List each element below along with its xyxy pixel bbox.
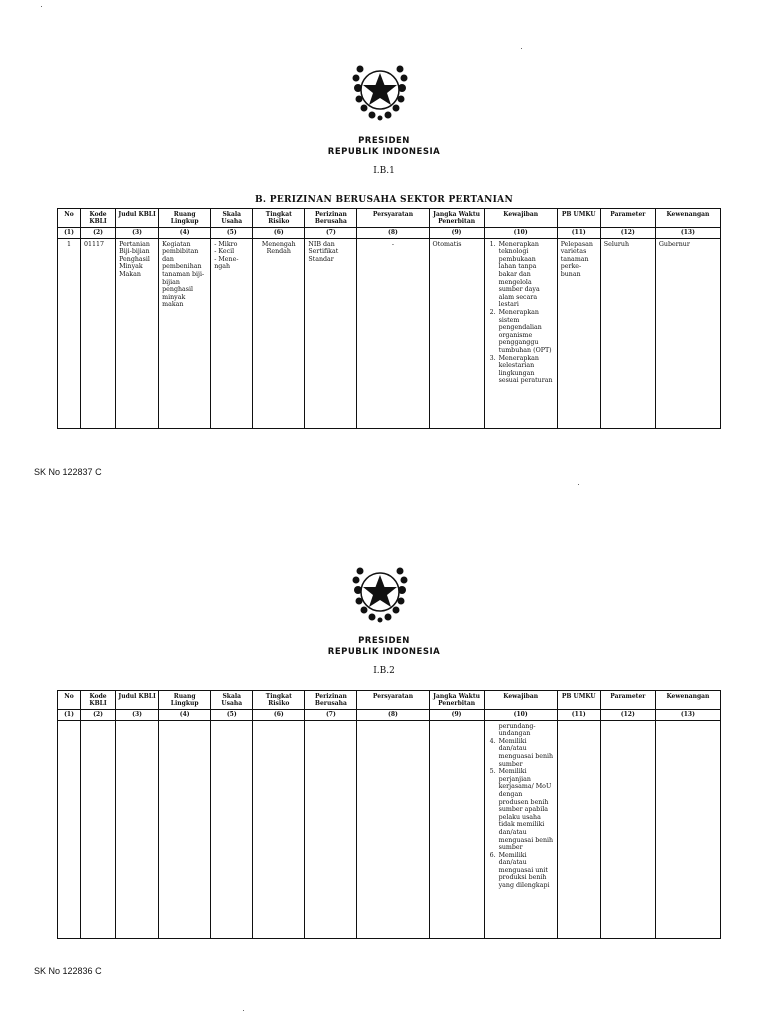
col-number: (3) — [116, 228, 159, 239]
col-number: (1) — [58, 710, 81, 721]
col-number: (11) — [557, 710, 600, 721]
garuda-emblem-icon — [348, 560, 412, 624]
cell-empty — [211, 720, 253, 938]
cell-empty — [655, 720, 720, 938]
cell-persyaratan: - — [357, 238, 429, 428]
cell-kewajiban — [484, 238, 557, 428]
col-number: (6) — [253, 710, 305, 721]
cell-empty — [81, 720, 116, 938]
col-number: (4) — [159, 710, 211, 721]
col-header: Perizinan Berusaha — [305, 209, 357, 228]
col-header: Judul KBLI — [116, 691, 159, 710]
list-item: 6. Memiliki dan/atau menguasai unit produksi benih yang dilengkapi — [498, 852, 554, 890]
col-header: Persyaratan — [357, 209, 429, 228]
sk-number — [34, 966, 102, 976]
col-number: (1) — [58, 228, 81, 239]
scan-speck — [521, 48, 522, 49]
col-header: Ruang Lingkup — [159, 209, 211, 228]
cell-empty — [253, 720, 305, 938]
col-header: Jangka Waktu Penerbitan — [429, 209, 484, 228]
cell-empty — [305, 720, 357, 938]
col-number: (7) — [305, 710, 357, 721]
cell-empty — [357, 720, 429, 938]
col-header: Persyaratan — [357, 691, 429, 710]
header-presiden: PRESIDEN — [358, 636, 410, 646]
col-header: No — [58, 691, 81, 710]
column-number-row — [58, 710, 721, 721]
col-number: (8) — [357, 228, 429, 239]
cell-empty — [159, 720, 211, 938]
col-header: Kode KBLI — [81, 209, 116, 228]
col-header: No — [58, 209, 81, 228]
col-number: (9) — [429, 710, 484, 721]
col-number: (5) — [211, 228, 253, 239]
sk-value: 122836 C — [62, 966, 102, 976]
cell-no: 1 — [58, 238, 81, 428]
col-header: Skala Usaha — [211, 691, 253, 710]
cell-pb-umku: Pelepasan varietas tanaman perke-bunan — [557, 238, 600, 428]
sk-value: 122837 C — [62, 467, 102, 477]
permit-table — [57, 208, 721, 429]
cell-ruang-lingkup: Kegiatan pembibitan dan pembenihan tanaman biji-bijian penghasil minyak makan — [159, 238, 211, 428]
col-header: Tingkat Risiko — [253, 209, 305, 228]
col-header: Parameter — [600, 691, 655, 710]
scan-speck — [243, 1010, 244, 1011]
cell-perizinan: NIB dan Sertifikat Standar — [305, 238, 357, 428]
garuda-emblem-icon — [348, 58, 412, 122]
cell-empty — [116, 720, 159, 938]
scan-speck — [41, 6, 42, 7]
letterhead — [0, 636, 768, 676]
col-header: PB UMKU — [557, 691, 600, 710]
cell-empty — [58, 720, 81, 938]
cell-empty — [600, 720, 655, 938]
col-number: (12) — [600, 710, 655, 721]
page-code: I.B.1 — [373, 166, 395, 176]
col-header: Kode KBLI — [81, 691, 116, 710]
cell-kewenangan: Gubernur — [655, 238, 720, 428]
col-header: Judul KBLI — [116, 209, 159, 228]
list-item: 5. Memiliki perjanjian kerjasama/ MoU dengan produsen benih sumber apabila pelaku usaha tidak memiliki dan/atau menguasai benih sumber — [498, 768, 554, 852]
col-number: (6) — [253, 228, 305, 239]
col-header: Kewajiban — [484, 209, 557, 228]
table-row — [58, 720, 721, 938]
column-number-row — [58, 228, 721, 239]
col-number: (8) — [357, 710, 429, 721]
cell-kode-kbli: 01117 — [81, 238, 116, 428]
cell-tingkat-risiko: Menengah Rendah — [253, 238, 305, 428]
cell-skala-usaha — [211, 238, 253, 428]
header-presiden: PRESIDEN — [358, 136, 410, 146]
list-item: 2. Menerapkan sistem pengendalian organisme pengganggu tumbuhan (OPT) — [498, 309, 554, 355]
kewajiban-continued: perundang-undangan — [498, 722, 536, 738]
table-header-row — [58, 209, 721, 228]
col-number: (7) — [305, 228, 357, 239]
header-republik: REPUBLIK INDONESIA — [327, 147, 441, 157]
col-number: (5) — [211, 710, 253, 721]
cell-empty — [557, 720, 600, 938]
letterhead — [0, 136, 768, 176]
col-header: Parameter — [600, 209, 655, 228]
col-number: (2) — [81, 710, 116, 721]
table-header-row — [58, 691, 721, 710]
section-title: B. PERIZINAN BERUSAHA SEKTOR PERTANIAN — [255, 195, 513, 205]
col-number: (3) — [116, 710, 159, 721]
col-number: (9) — [429, 228, 484, 239]
col-number: (12) — [600, 228, 655, 239]
list-item: - Mikro — [214, 241, 249, 249]
scan-speck — [578, 484, 579, 485]
permit-table-continued — [57, 690, 721, 939]
col-header: Kewenangan — [655, 209, 720, 228]
col-header: Kewajiban — [484, 691, 557, 710]
col-number: (2) — [81, 228, 116, 239]
header-republik: REPUBLIK INDONESIA — [327, 647, 441, 657]
list-item: 1. Menerapkan teknologi pembukaan lahan tanpa bakar dan mengelola sumber daya alam secara lestari — [498, 241, 554, 309]
col-header: Perizinan Berusaha — [305, 691, 357, 710]
cell-kewajiban — [484, 720, 557, 938]
list-item: - Mene-ngah — [214, 256, 249, 271]
cell-empty — [429, 720, 484, 938]
col-header: Kewenangan — [655, 691, 720, 710]
cell-parameter: Seluruh — [600, 238, 655, 428]
sk-label: SK No — [34, 467, 61, 477]
sk-number — [34, 467, 102, 477]
col-header: Tingkat Risiko — [253, 691, 305, 710]
col-number: (10) — [484, 710, 557, 721]
page-code: I.B.2 — [373, 666, 395, 676]
cell-judul-kbli: Pertanian Biji-bijian Penghasil Minyak Makan — [116, 238, 159, 428]
col-number: (11) — [557, 228, 600, 239]
list-item: - Kecil — [214, 248, 249, 256]
sk-label: SK No — [34, 966, 61, 976]
col-number: (13) — [655, 710, 720, 721]
col-number: (4) — [159, 228, 211, 239]
col-number: (13) — [655, 228, 720, 239]
list-item: 4. Memiliki dan/atau menguasai benih sumber — [498, 738, 554, 768]
table-row — [58, 238, 721, 428]
col-header: Skala Usaha — [211, 209, 253, 228]
col-header: Ruang Lingkup — [159, 691, 211, 710]
col-header: Jangka Waktu Penerbitan — [429, 691, 484, 710]
cell-jangka-waktu: Otomatis — [429, 238, 484, 428]
list-item: 3. Menerapkan kelestarian lingkungan sesuai peraturan — [498, 355, 554, 385]
col-header: PB UMKU — [557, 209, 600, 228]
col-number: (10) — [484, 228, 557, 239]
